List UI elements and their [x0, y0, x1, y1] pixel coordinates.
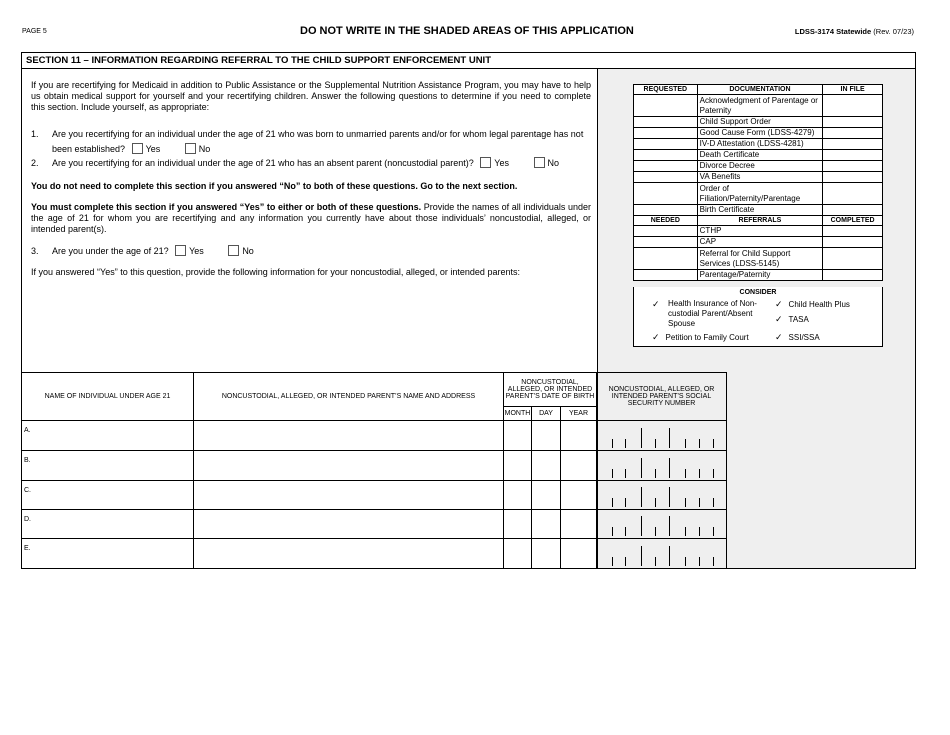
- ssn-digit-separator: [625, 527, 626, 536]
- col-year: YEAR: [561, 407, 597, 421]
- child-name-cell[interactable]: A.: [22, 421, 194, 451]
- doc-item: IV-D Attestation (LDSS-4281): [697, 139, 823, 150]
- ssn-digit-separator: [655, 439, 656, 448]
- q1-no-checkbox[interactable]: [185, 143, 196, 154]
- col-documentation: DOCUMENTATION: [697, 85, 823, 95]
- col-in-file: IN FILE: [823, 85, 883, 95]
- ssn-digit-separator: [655, 557, 656, 566]
- ssn-digit-separator: [699, 498, 700, 507]
- table-row: [22, 421, 727, 451]
- ssn-digit-separator: [641, 458, 642, 478]
- needed-cell[interactable]: [634, 248, 698, 270]
- referral-item: CAP: [697, 237, 823, 248]
- ssn-digit-separator: [713, 469, 714, 478]
- question-3: 3. Are you under the age of 21? Yes No: [31, 246, 254, 256]
- parent-name-address-cell[interactable]: [194, 510, 504, 539]
- in-file-cell[interactable]: [823, 150, 883, 161]
- ssn-cell[interactable]: [597, 539, 727, 569]
- ssn-digit-separator: [713, 498, 714, 507]
- completed-cell[interactable]: [823, 270, 883, 281]
- year-cell[interactable]: [561, 421, 597, 451]
- check-icon: ✓: [775, 332, 783, 342]
- child-name-cell[interactable]: D.: [22, 510, 194, 539]
- in-file-cell[interactable]: [823, 183, 883, 205]
- day-cell[interactable]: [532, 451, 561, 481]
- year-cell[interactable]: [561, 451, 597, 481]
- question-1: 1. Are you recertifying for an individual under the age of 21 who was born to unmarried parents and/or for whom legal parentage has not: [31, 129, 584, 139]
- q2-yes-checkbox[interactable]: [480, 157, 491, 168]
- parent-name-address-cell[interactable]: [194, 481, 504, 510]
- question-1-line2: been established? Yes No: [52, 144, 211, 154]
- consider-item-label: Health Insurance of Non-custodial Parent/Absent Spouse: [668, 299, 757, 328]
- month-cell[interactable]: [504, 510, 532, 539]
- day-cell[interactable]: [532, 481, 561, 510]
- requested-cell[interactable]: [634, 172, 698, 183]
- ssn-digit-separator: [713, 557, 714, 566]
- col-requested: REQUESTED: [634, 85, 698, 95]
- requested-cell[interactable]: [634, 161, 698, 172]
- parent-name-address-cell[interactable]: [194, 451, 504, 481]
- ssn-digit-separator: [685, 469, 686, 478]
- in-file-cell[interactable]: [823, 205, 883, 216]
- requested-cell[interactable]: [634, 139, 698, 150]
- ssn-digit-separator: [669, 458, 670, 478]
- intro-text: If you are recertifying for Medicaid in addition to Public Assistance or the Supplemental Nutrition Assistance Program, you may have to help us obtain medical support for yourself and your recertifying children. Answer the following questions to determine if you need to complete this section. Include yourself, as appropriate:: [31, 80, 591, 112]
- check-icon: ✓: [775, 314, 783, 324]
- shaded-area-bottom: [727, 372, 915, 568]
- requested-cell[interactable]: [634, 95, 698, 117]
- doc-item: Good Cause Form (LDSS-4279): [697, 128, 823, 139]
- doc-item: Death Certificate: [697, 150, 823, 161]
- consider-item: ✓ Petition to Family Court: [652, 332, 749, 342]
- referral-item: Parentage/Paternity: [697, 270, 823, 281]
- consider-box: [633, 287, 883, 347]
- ssn-digit-separator: [669, 487, 670, 507]
- ssn-digit-separator: [699, 557, 700, 566]
- parent-name-address-cell[interactable]: [194, 539, 504, 569]
- completed-cell[interactable]: [823, 226, 883, 237]
- doc-item: Divorce Decree: [697, 161, 823, 172]
- day-cell[interactable]: [532, 421, 561, 451]
- form-id: LDSS-3174 Statewide (Rev. 07/23): [794, 27, 914, 36]
- needed-cell[interactable]: [634, 270, 698, 281]
- q3-no-checkbox[interactable]: [228, 245, 239, 256]
- table-row: [22, 539, 727, 569]
- q2-no-checkbox[interactable]: [534, 157, 545, 168]
- ssn-digit-separator: [713, 527, 714, 536]
- col-day: DAY: [532, 407, 561, 421]
- completed-cell[interactable]: [823, 248, 883, 270]
- requested-cell[interactable]: [634, 205, 698, 216]
- requested-cell[interactable]: [634, 117, 698, 128]
- ssn-digit-separator: [669, 546, 670, 566]
- child-name-cell[interactable]: B.: [22, 451, 194, 481]
- year-cell[interactable]: [561, 510, 597, 539]
- ssn-digit-separator: [685, 557, 686, 566]
- in-file-cell[interactable]: [823, 172, 883, 183]
- table-row: [22, 510, 727, 539]
- check-icon: ✓: [775, 299, 783, 309]
- col-referrals: REFERRALS: [697, 216, 823, 226]
- ssn-digit-separator: [699, 469, 700, 478]
- doc-item: Birth Certificate: [697, 205, 823, 216]
- day-cell[interactable]: [532, 510, 561, 539]
- ssn-digit-separator: [612, 557, 613, 566]
- month-cell[interactable]: [504, 481, 532, 510]
- referral-item: CTHP: [697, 226, 823, 237]
- doc-item: Order of Filiation/Paternity/Parentage: [697, 183, 823, 205]
- ssn-cell[interactable]: [597, 481, 727, 510]
- ssn-cell[interactable]: [597, 451, 727, 481]
- ssn-digit-separator: [655, 527, 656, 536]
- ssn-digit-separator: [641, 546, 642, 566]
- child-name-cell[interactable]: C.: [22, 481, 194, 510]
- ssn-cell[interactable]: [597, 510, 727, 539]
- ssn-digit-separator: [685, 498, 686, 507]
- ssn-digit-separator: [713, 439, 714, 448]
- ssn-digit-separator: [669, 516, 670, 536]
- no-need-note: You do not need to complete this section if you answered “No” to both of these questions. Go to the next section.: [31, 181, 518, 191]
- ssn-digit-separator: [685, 527, 686, 536]
- question-2: 2. Are you recertifying for an individual under the age of 21 who has an absent parent (noncustodial parent)? Yes No: [31, 158, 560, 168]
- ssn-digit-separator: [699, 527, 700, 536]
- ssn-digit-separator: [625, 439, 626, 448]
- requested-cell[interactable]: [634, 128, 698, 139]
- month-cell[interactable]: [504, 421, 532, 451]
- child-name-cell[interactable]: E.: [22, 539, 194, 569]
- in-file-cell[interactable]: [823, 95, 883, 117]
- month-cell[interactable]: [504, 451, 532, 481]
- in-file-cell[interactable]: [823, 139, 883, 150]
- page-number: PAGE 5: [22, 28, 47, 35]
- ssn-digit-separator: [612, 439, 613, 448]
- parent-name-address-cell[interactable]: [194, 421, 504, 451]
- ssn-digit-separator: [641, 428, 642, 448]
- doc-item: Acknowledgment of Parentage or Paternity: [697, 95, 823, 117]
- consider-item: ✓ SSI/SSA: [775, 332, 820, 342]
- ssn-digit-separator: [655, 469, 656, 478]
- requested-cell[interactable]: [634, 150, 698, 161]
- if-yes-note: If you answered “Yes” to this question, provide the following information for your noncustodial, alleged, or intended parents:: [31, 267, 520, 277]
- needed-cell[interactable]: [634, 237, 698, 248]
- col-parent: NONCUSTODIAL, ALLEGED, OR INTENDED PARENT’S NAME AND ADDRESS: [194, 373, 504, 421]
- requested-cell[interactable]: [634, 183, 698, 205]
- ssn-digit-separator: [699, 439, 700, 448]
- in-file-cell[interactable]: [823, 128, 883, 139]
- doc-item: VA Benefits: [697, 172, 823, 183]
- in-file-cell[interactable]: [823, 117, 883, 128]
- completed-cell[interactable]: [823, 237, 883, 248]
- year-cell[interactable]: [561, 481, 597, 510]
- documentation-table: [633, 84, 883, 281]
- ssn-digit-separator: [625, 469, 626, 478]
- in-file-cell[interactable]: [823, 161, 883, 172]
- consider-heading: CONSIDER: [739, 289, 777, 296]
- month-cell[interactable]: [504, 539, 532, 569]
- day-cell[interactable]: [532, 539, 561, 569]
- table-row: [22, 481, 727, 510]
- ssn-digit-separator: [625, 557, 626, 566]
- col-ssn: NONCUSTODIAL, ALLEGED, OR INTENDED PARENT’S SOCIAL SECURITY NUMBER: [597, 373, 727, 421]
- table-row: [22, 451, 727, 481]
- ssn-digit-separator: [655, 498, 656, 507]
- ssn-digit-separator: [641, 516, 642, 536]
- needed-cell[interactable]: [634, 226, 698, 237]
- ssn-digit-separator: [612, 498, 613, 507]
- section-heading: SECTION 11 – INFORMATION REGARDING REFERRAL TO THE CHILD SUPPORT ENFORCEMENT UNIT: [21, 52, 916, 69]
- q1-yes-checkbox[interactable]: [132, 143, 143, 154]
- q3-yes-checkbox[interactable]: [175, 245, 186, 256]
- col-dob: NONCUSTODIAL, ALLEGED, OR INTENDED PARENT’S DATE OF BIRTH: [504, 373, 597, 407]
- col-needed: NEEDED: [634, 216, 698, 226]
- parent-info-table: [21, 372, 727, 569]
- consider-item: ✓ TASA: [775, 314, 809, 324]
- must-complete-note: You must complete this section if you answered “Yes” to either or both of these questions. Provide the names of all individuals under the age of 21 for whom you are recertifying and any information you currently have about those individuals’ noncustodial, alleged, or intended parent(s).: [31, 202, 591, 234]
- ssn-digit-separator: [641, 487, 642, 507]
- col-month: MONTH: [504, 407, 532, 421]
- referral-item: Referral for Child Support Services (LDSS-5145): [697, 248, 823, 270]
- ssn-digit-separator: [625, 498, 626, 507]
- consider-item: ✓ Child Health Plus: [775, 299, 850, 309]
- col-completed: COMPLETED: [823, 216, 883, 226]
- ssn-cell[interactable]: [597, 421, 727, 451]
- ssn-digit-separator: [685, 439, 686, 448]
- ssn-digit-separator: [669, 428, 670, 448]
- doc-item: Child Support Order: [697, 117, 823, 128]
- page-title: DO NOT WRITE IN THE SHADED AREAS OF THIS APPLICATION: [300, 25, 634, 37]
- ssn-digit-separator: [612, 527, 613, 536]
- col-name: NAME OF INDIVIDUAL UNDER AGE 21: [22, 373, 194, 421]
- year-cell[interactable]: [561, 539, 597, 569]
- ssn-digit-separator: [612, 469, 613, 478]
- check-icon: ✓: [652, 332, 660, 342]
- check-icon: ✓: [652, 299, 660, 309]
